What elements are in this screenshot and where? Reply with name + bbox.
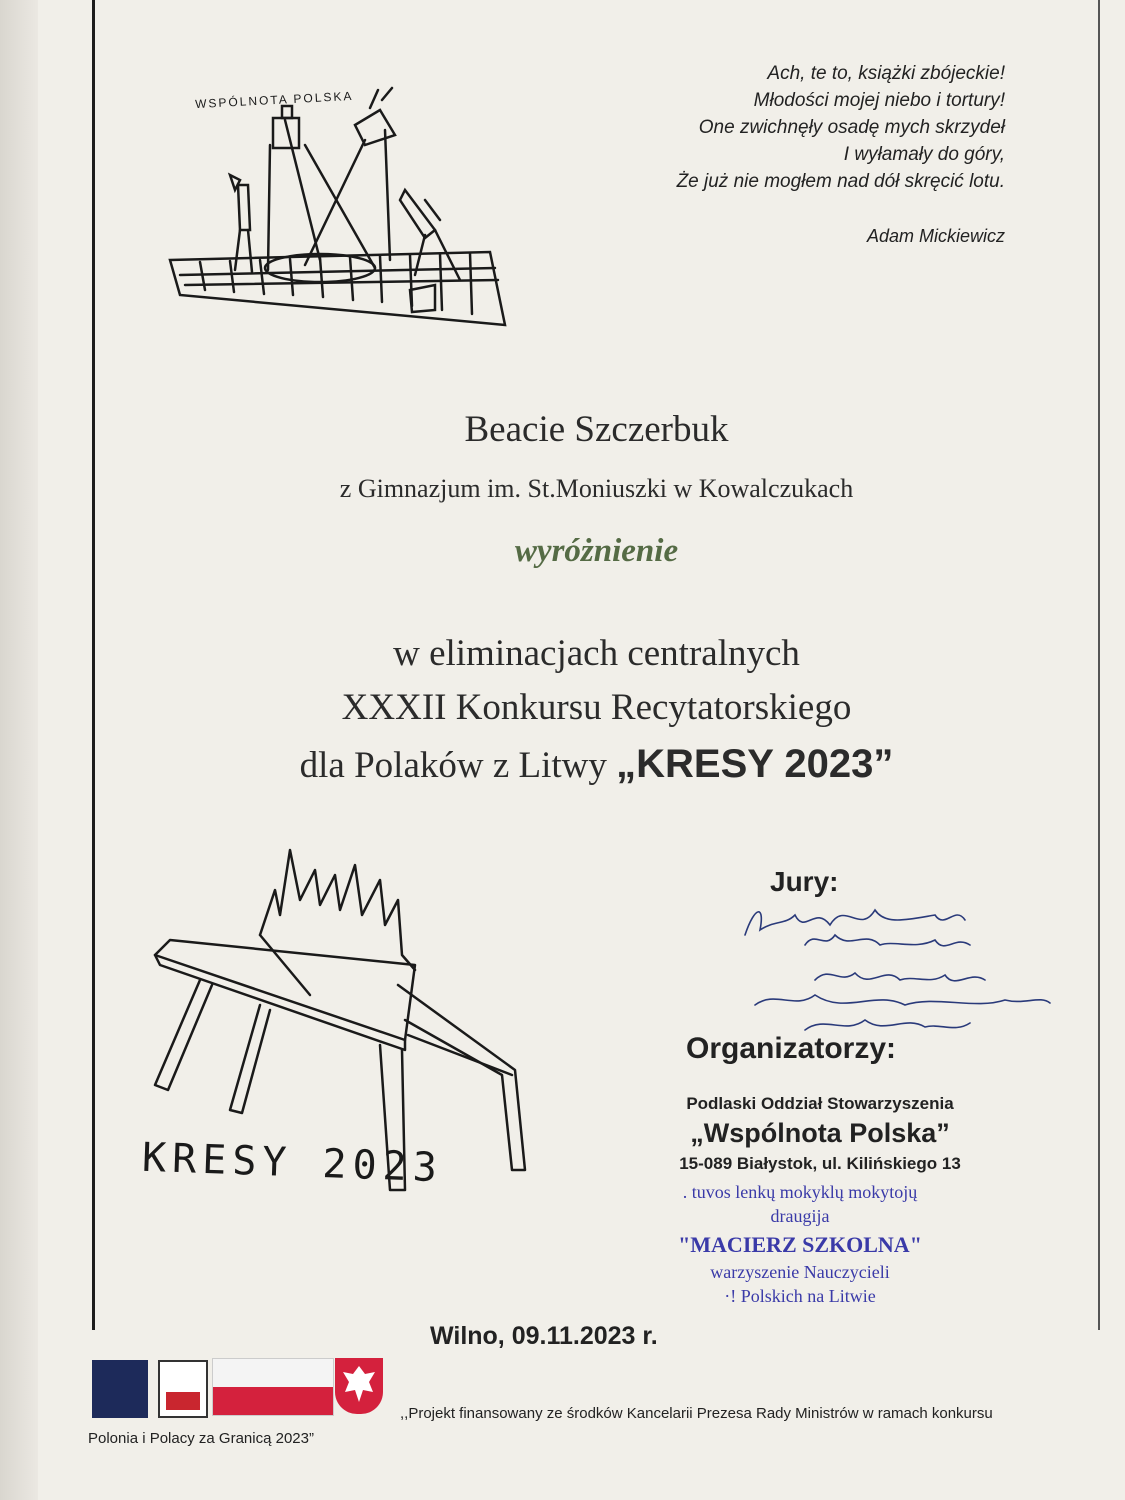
stamp-line: ·! Polskich na Litwie [724,1286,876,1306]
jury-signatures [735,895,1055,1045]
funding-note-line-1: ,,Projekt finansowany ze środków Kancelarii Prezesa Rady Ministrów w ramach konkursu [400,1405,993,1422]
contest-line-1: w eliminacjach centralnych [393,633,800,674]
stamp-line: warzyszenie Nauczycieli [710,1262,890,1282]
contest-line-2: XXXII Konkursu Recytatorskiego [341,687,852,728]
contest-line-3-prefix: dla Polaków z Litwy [299,745,617,786]
poem [677,60,1005,195]
contest-line-3 [95,742,1098,787]
drawing-caption: KRESY 2023 [141,1134,444,1192]
frame-line-right [1098,0,1100,1330]
poem-line: One zwichnęły osadę mych skrzydeł [698,117,1005,138]
jury-label: Jury: [770,866,839,897]
partner-logo [158,1360,208,1418]
paper-left-edge [0,0,38,1500]
polish-flag [212,1358,334,1416]
stamp-line: . tuvos lenkų mokyklų mokytojų [682,1182,918,1202]
stamp-line: draugija [770,1206,830,1226]
poem-author: Adam Mickiewicz [866,226,1005,246]
logo-text: WSPÓLNOTA POLSKA [194,88,354,112]
stamp-line: "MACIERZ SZKOLNA" [678,1232,922,1257]
stage-logo-drawing [160,80,520,340]
contest-name: „KRESY 2023” [616,742,894,786]
organizers-label: Organizatorzy: [686,1032,897,1065]
recipient-name: Beacie Szczerbuk [464,409,729,450]
issue-date: Wilno, 09.11.2023 r. [430,1322,658,1350]
organizer-1-line-1: Podlaski Oddział Stowarzyszenia [686,1094,954,1113]
award-title: wyróżnienie [514,533,679,569]
poem-line: Ach, te to, książki zbójeckie! [767,63,1005,84]
funding-note-line-2: Polonia i Polacy za Granicą 2023” [88,1430,314,1447]
poem-line: Że już nie mogłem nad dół skręcić lotu. [676,171,1005,192]
polish-eagle-emblem [335,1358,383,1414]
organizer-1-name: „Wspólnota Polska” [690,1118,950,1148]
recipient-school: z Gimnazjum im. St.Moniuszki w Kowalczukach [339,474,854,503]
chancellery-logo [92,1360,148,1418]
organizer-1-address: 15-089 Białystok, ul. Kilińskiego 13 [679,1154,961,1173]
poem-line: Młodości mojej niebo i tortury! [753,90,1005,111]
poem-line: I wyłamały do góry, [843,144,1005,165]
